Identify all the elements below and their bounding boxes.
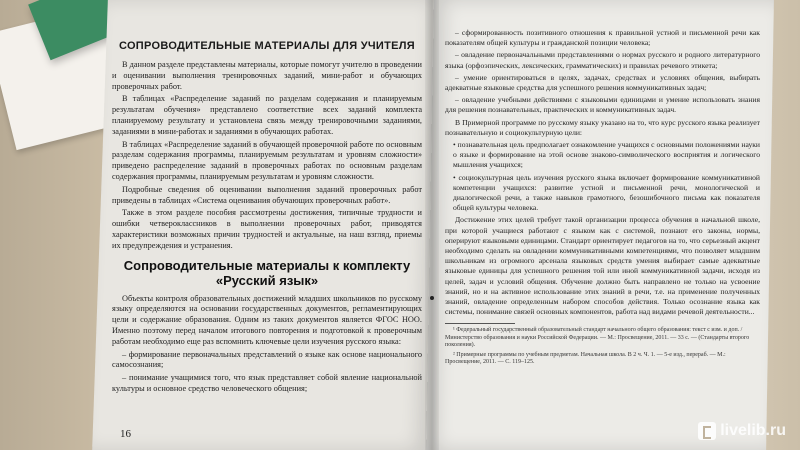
binding-hole xyxy=(430,296,434,300)
paragraph: Объекты контроля образовательных достижений младших школьников по русскому языку определяются на основании государственных документов, регламентирующих цели и содержание образования. Одним из таких документов является ФГОС НОО. Именно поэтому перед началом итогового повторения и подготовкой к проверочным работам необходимо еще раз вспомнить ключевые цели изучения русского языка: xyxy=(112,293,422,346)
list-item: – умение ориентироваться в целях, задачах, средствах и условиях общения, выбирать адекватные языковые средства для успешного решения коммуникативных задач; xyxy=(445,72,760,93)
book-gutter xyxy=(425,0,439,450)
paragraph: В таблицах «Распределение заданий по разделам содержания и планируемым результатам обучения» представлено соответствие всех заданий комплекта планируемому результату и установлена связь между тренировочными заданиями, заданиями в мини-работах и заданиями в обучающих работах. xyxy=(112,94,422,136)
left-page-content xyxy=(112,40,422,397)
list-item: – формирование первоначальных представлений о языке как основе национального самосознания; xyxy=(112,349,422,370)
section-subheading: Сопроводительные материалы к комплекту «Русский язык» xyxy=(123,257,411,288)
bullet-item: • социокультурная цель изучения русского языка включает формирование коммуникативной компетенции учащихся: развитие устной и письменной речи, монологической и диалогической речи, а также навыков грамотного, безошибочного письма как показателя общей культуры человека. xyxy=(453,172,760,213)
bullet-item: • познавательная цель предполагает ознакомление учащихся с основными положениями науки о языке и формирование на этой основе знаково-символического восприятия и логического мышления учащихся; xyxy=(453,140,760,170)
paragraph: В Примерной программе по русскому языку указано на то, что курс русского языка реализует познавательную и социокультурную цели: xyxy=(445,117,760,137)
footnote-divider xyxy=(445,323,515,324)
paragraph: Также в этом разделе пособия рассмотрены достижения, типичные трудности и ошибки четвероклассников в выполнении проверочных работ, приводятся характеристики возможных причин трудностей и актуальные, на наш взгляд, приемы их предупреждения и устранения. xyxy=(112,208,422,250)
list-item: – овладение учебными действиями с языковыми единицами и умение использовать знания для решения познавательных, практических и коммуникативных задач. xyxy=(445,95,760,115)
paragraph: В данном разделе представлены материалы, которые помогут учителю в проведении и оценивании выполнения тренировочных заданий, мини-работ и обучающих проверочных работ. xyxy=(112,60,422,91)
footnote: ² Примерные программы по учебным предметам. Начальная школа. В 2 ч. Ч. 1. — 5-е изд., перераб. — М.: Просвещение, 2011. — С. 119–125. xyxy=(445,351,726,366)
livelib-logo-icon xyxy=(698,422,716,440)
page-number: 16 xyxy=(120,428,131,440)
paragraph: Достижение этих целей требует такой организации процесса обучения в начальной школе, при которой учащиеся работают с языком как с системой, познают его законы, нормы, оперируют языковыми единицами. Стандарт ориентирует педагогов на то, что серьезный акцент необходимо сделать на овладении коммуникативными компетенциями, что позволяет младшим школьникам из огромного арсенала языковых средств умения выбирает самые адекватные языковые единицы для успешного решения той или иной коммуникативной задачи, исходя из целей, задач и условий общения. Обучение должно быть направлено не только на усвоение знаний, но и на активное использование этих знаний в речи, т.е. на применение полученных знаний, овладение определенным набором способов действия. Только осознание языка как системы, понимание связей основных компонентов, работа над видами речевой деятельности... xyxy=(445,215,760,317)
footnote: ¹ Федеральный государственный образовательный стандарт начального общего образования: текст с изм. и доп. / Министерство образования и науки Российской Федерации. — М.: Просвещение, 2011. — 33 с. — (Стандарты второго поколения). xyxy=(445,327,750,349)
list-item: – сформированность позитивного отношения к правильной устной и письменной речи как показателям общей культуры и гражданской позиции человека; xyxy=(445,28,760,48)
paragraph: Подробные сведения об оценивании выполнения заданий проверочных работ приведены в таблицах «Система оценивания обучающих проверочных работ». xyxy=(112,184,422,205)
list-item: – овладение первоначальными представлениями о нормах русского и родного литературного языка (орфоэпических, лексических, грамматических) и правилах речевого этикета; xyxy=(445,50,760,70)
right-page-content xyxy=(445,28,760,369)
watermark-text: livelib.ru xyxy=(720,422,786,439)
paragraph: В таблицах «Распределение заданий в обучающей проверочной работе по основным разделам содержания программы, планируемым результатам и уровням сложности» приведено распределение заданий в проверочных работах по основным разделам содержания программы, планируемым результатам и уровням сложности. xyxy=(112,139,422,181)
page-heading: СОПРОВОДИТЕЛЬНЫЕ МАТЕРИАЛЫ ДЛЯ УЧИТЕЛЯ xyxy=(118,40,416,52)
site-watermark xyxy=(698,422,786,440)
list-item: – понимание учащимися того, что язык представляет собой явление национальной культуры и основное средство человеческого общения; xyxy=(112,373,422,393)
